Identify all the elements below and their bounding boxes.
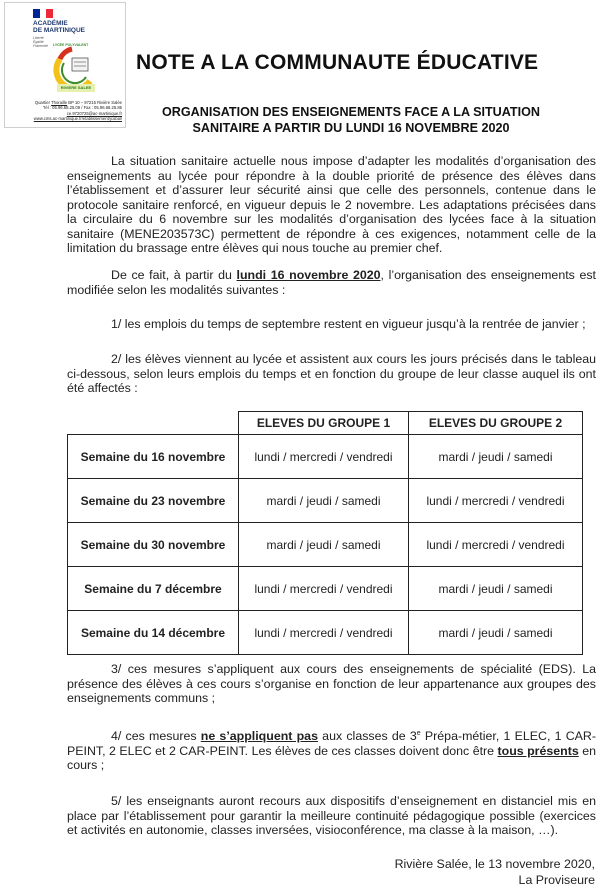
school-website[interactable]: www.cms.ac-martinique.fr/etablissement/jcobal/: [33, 116, 122, 122]
republic-motto: Liberté Égalité Fraternité: [33, 36, 48, 48]
item-4: 4/ ces mesures ne s’appliquent pas aux classes de 3e Prépa-métier, 1 ELEC, 1 CAR-PEINT, 2 ELEC et 2 CAR-PEINT. Les élèves de ces classes doivent donc être tous présents en cours ;: [67, 729, 596, 773]
group-2-header: ELEVES DU GROUPE 2: [409, 412, 583, 435]
start-date: lundi 16 novembre 2020: [236, 268, 381, 282]
place-date: Rivière Salée, le 13 novembre 2020,: [394, 857, 595, 871]
school-email[interactable]: ce.9720725@ac-martinique.fr: [66, 110, 122, 116]
group-1-days: lundi / mercredi / vendredi: [239, 567, 409, 611]
school-phone: Tél : 05.96.68.25.09 / Fax : 05.96.68.25.85: [42, 105, 122, 111]
start-date-paragraph: De ce fait, à partir du lundi 16 novembre 2020, l’organisation des enseignements est modifiée selon les modalités suivantes :: [67, 268, 596, 297]
group-2-days: lundi / mercredi / vendredi: [409, 479, 583, 523]
group-1-days: mardi / jeudi / samedi: [239, 523, 409, 567]
week-cell: Semaine du 16 novembre: [68, 435, 239, 479]
schedule-header-row: [68, 412, 583, 435]
signatory-role: La Proviseure: [518, 873, 595, 887]
group-2-days: mardi / jeudi / samedi: [409, 435, 583, 479]
table-row: [68, 567, 583, 611]
table-row: [68, 611, 583, 655]
item-1: 1/ les emplois du temps de septembre restent en vigueur jusqu’à la rentrée de janvier ;: [111, 317, 586, 331]
group-1-days: mardi / jeudi / samedi: [239, 479, 409, 523]
item-2: 2/ les élèves viennent au lycée et assistent aux cours les jours précisés dans le tableau ci-dessous, selon leurs emplois du temps et en fonction du groupe de leur classe auquel ils ont été affectés :: [67, 352, 596, 395]
signature-block: [395, 856, 595, 888]
document-subtitle: ORGANISATION DES ENSEIGNEMENTS FACE A LA SITUATION SANITAIRE A PARTIR DU LUNDI 16 NOVEMBRE 2020: [161, 105, 541, 135]
school-logo: [4, 2, 126, 128]
table-row: [68, 435, 583, 479]
lycee-name: RIVIERE SALEE: [57, 84, 95, 92]
group-1-header: ELEVES DU GROUPE 1: [239, 412, 409, 435]
empty-header-cell: [68, 412, 239, 435]
week-cell: Semaine du 14 décembre: [68, 611, 239, 655]
lycee-label: LYCÉE POLYVALENT: [53, 43, 89, 47]
group-2-days: mardi / jeudi / samedi: [409, 567, 583, 611]
week-cell: Semaine du 30 novembre: [68, 523, 239, 567]
group-2-days: lundi / mercredi / vendredi: [409, 523, 583, 567]
schedule-table: [67, 411, 583, 655]
item-3: 3/ ces mesures s’appliquent aux cours des enseignements de spécialité (EDS). La présence des élèves à ces cours s’organise en fonction de leur appartenance aux groupes des enseignements communs ;: [67, 662, 596, 705]
intro-paragraph: La situation sanitaire actuelle nous impose d’adapter les modalités d’organisation des enseignements au lycée pour répondre à la double priorité de présence des élèves dans l’établissement et d’assurer leur sécurité ainsi que celle des personnels, contenue dans le protocole sanitaire renforcé, en vigueur depuis le 2 novembre. Les adaptations précisées dans la circulaire du 6 novembre sur les modalités d’organisation des lycées face à la situation sanitaire (MENE203573C) permettent de répondre à ces exigences, notamment celle de la limitation du brassage entre élèves qui nous touche au premier chef.: [67, 154, 596, 255]
school-address: Quartier Thoraille BP 10 – 97215 Rivière Salée Tél : 05.96.68.25.09 / Fax : 05.96.68.25.85 ce.9720725@ac-martinique.fr www.cms.ac-martinique.fr/etablissement/jcobal/: [9, 100, 122, 122]
table-row: [68, 523, 583, 567]
week-cell: Semaine du 23 novembre: [68, 479, 239, 523]
group-2-days: mardi / jeudi / samedi: [409, 611, 583, 655]
academie-name: ACADÉMIE DE MARTINIQUE: [33, 20, 85, 34]
group-1-days: lundi / mercredi / vendredi: [239, 435, 409, 479]
french-flag-icon: [33, 9, 53, 18]
presence-emphasis: tous présents: [497, 743, 579, 758]
week-cell: Semaine du 7 décembre: [68, 567, 239, 611]
item-5: 5/ les enseignants auront recours aux dispositifs d’enseignement en distanciel mis en place par l’établissement pour garantir la meilleure continuité pédagogique possible (exercices et activités en autonomie, classes inversées, visioconférence, ma classe à la maison, …).: [67, 794, 596, 837]
exception-emphasis: ne s’appliquent pas: [200, 729, 318, 744]
document-title: NOTE A LA COMMUNAUTE ÉDUCATIVE: [136, 51, 539, 74]
group-1-days: lundi / mercredi / vendredi: [239, 611, 409, 655]
table-row: [68, 479, 583, 523]
